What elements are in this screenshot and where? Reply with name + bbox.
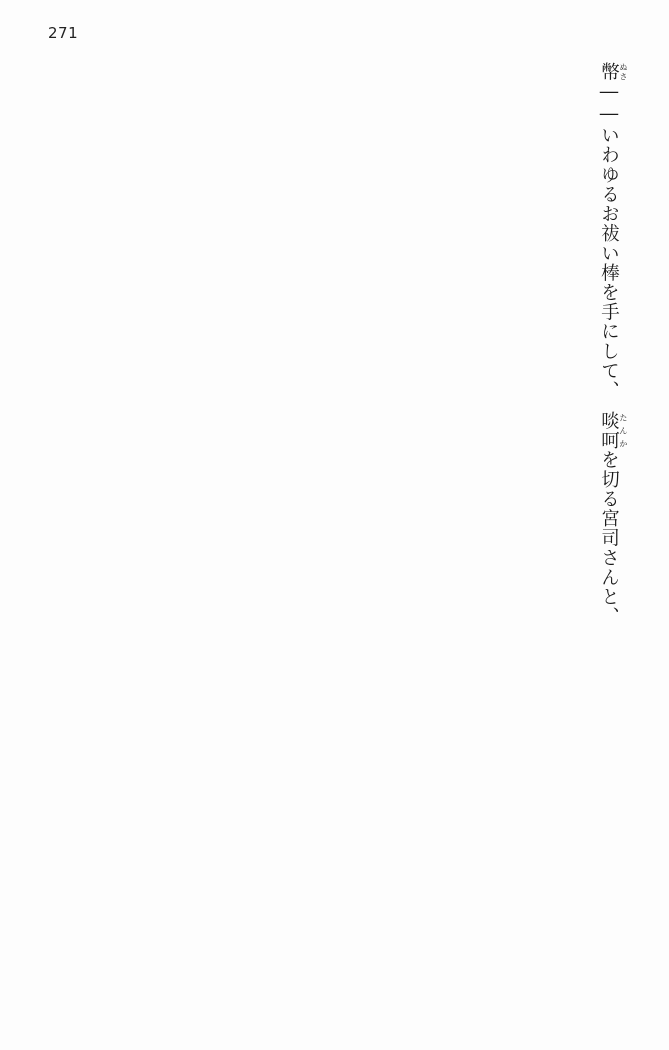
page-text-body — [44, 62, 629, 1028]
page-number: 271 — [48, 24, 79, 42]
text-line: 幣 ぬさ――いわゆるお祓い棒を手にして、 啖呵 たんかを切る宮司さんと、 — [598, 62, 629, 627]
text-line — [593, 0, 629, 62]
